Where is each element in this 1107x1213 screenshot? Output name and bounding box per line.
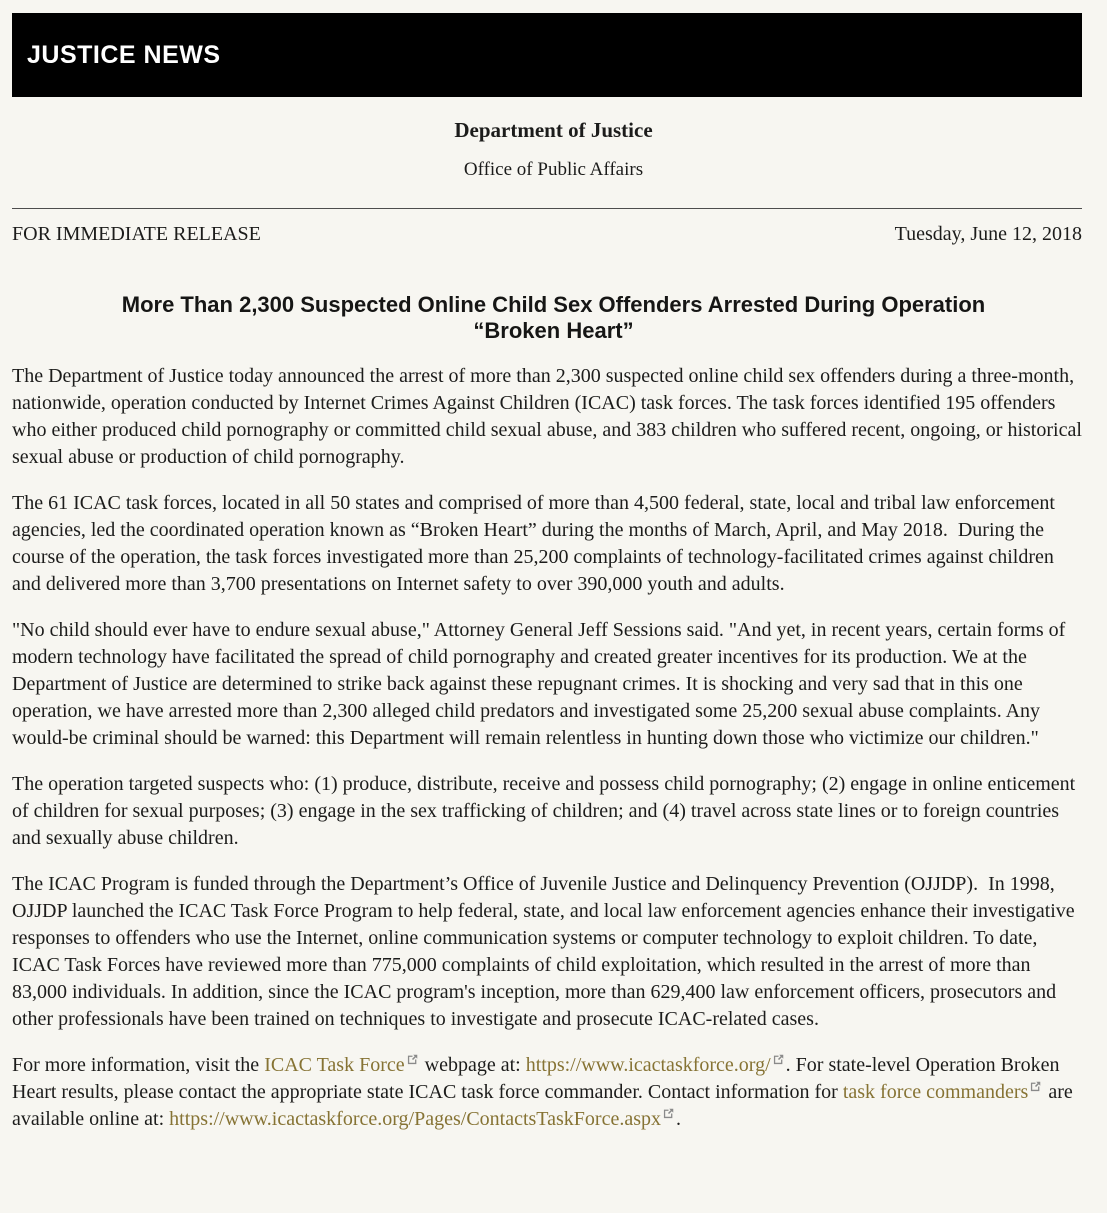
masthead bbox=[0, 118, 1107, 181]
task-force-commanders-link[interactable]: task force commanders bbox=[842, 1081, 1029, 1103]
paragraph-3: "No child should ever have to endure sexual abuse," Attorney General Jeff Sessions said. "And yet, in recent years, certain forms of modern technology have facilitated the spread of child pornography and created greater incentives for its production. We at the Department of Justice are determined to strike back against these repugnant crimes. It is shocking and very sad that in this one operation, we have arrested more than 2,300 alleged child predators and investigated some 25,200 sexual abuse complaints. Any would-be criminal should be warned: this Department will remain relentless in hunting down those who victimize our children." bbox=[12, 619, 1066, 749]
release-row bbox=[12, 223, 1082, 246]
office-name: Office of Public Affairs bbox=[463, 159, 644, 180]
headline bbox=[30, 292, 1077, 344]
external-link-icon bbox=[663, 1108, 674, 1119]
paragraph-6-text: For more information, visit the bbox=[12, 1054, 265, 1076]
paragraph-4: The operation targeted suspects who: (1) produce, distribute, receive and possess child pornography; (2) engage in online enticement of children for sexual purposes; (3) engage in the sex trafficking of children; and (4) travel across state lines or to foreign countries and sexually abuse children. bbox=[12, 773, 1076, 849]
headline-line-1: More Than 2,300 Suspected Online Child Sex Offenders Arrested During Operation bbox=[121, 292, 986, 317]
justice-news-banner bbox=[12, 13, 1082, 97]
paragraph-6-text: . bbox=[676, 1108, 681, 1130]
paragraph-1: The Department of Justice today announced the arrest of more than 2,300 suspected online child sex offenders during a three-month, nationwide, operation conducted by Internet Crimes Against Children (ICAC) task forces. The task forces identified 195 offenders who either produced child pornography or committed child sexual abuse, and 383 children who suffered recent, ongoing, or historical sexual abuse or production of child pornography. bbox=[12, 365, 1082, 468]
paragraph-6-text: are available online at: bbox=[12, 1081, 1073, 1130]
paragraph-6 bbox=[12, 1052, 1082, 1133]
paragraph-6-text: webpage at: bbox=[419, 1054, 526, 1076]
external-link-icon bbox=[1030, 1081, 1041, 1092]
paragraph-2: The 61 ICAC task forces, located in all 50 states and comprised of more than 4,500 federal, state, local and tribal law enforcement agencies, led the coordinated operation known as “Broken Heart” during the months of March, April, and May 2018. During the course of the operation, the task forces investigated more than 25,200 complaints of technology-facilitated crimes against children and delivered more than 3,700 presentations on Internet safety to over 390,000 youth and adults. bbox=[12, 492, 1055, 595]
department-name: Department of Justice bbox=[454, 118, 653, 142]
press-release-page bbox=[0, 13, 1107, 1213]
contacts-task-force-url-link[interactable]: https://www.icactaskforce.org/Pages/ContactsTaskForce.aspx bbox=[169, 1108, 661, 1130]
article-body bbox=[12, 363, 1082, 1133]
external-link-icon bbox=[773, 1054, 784, 1065]
banner-title: JUSTICE NEWS bbox=[27, 40, 221, 69]
paragraph-6-text: . For state-level Operation Broken Heart results, please contact the appropriate state ICAC task force commander. Contact information for bbox=[12, 1054, 1060, 1103]
icactaskforce-url-link[interactable]: https://www.icactaskforce.org/ bbox=[525, 1054, 771, 1076]
external-link-icon bbox=[407, 1054, 418, 1065]
header-divider bbox=[12, 208, 1082, 209]
release-label: FOR IMMEDIATE RELEASE bbox=[12, 223, 261, 245]
icac-task-force-link[interactable]: ICAC Task Force bbox=[264, 1054, 405, 1076]
release-date: Tuesday, June 12, 2018 bbox=[894, 223, 1082, 245]
paragraph-5: The ICAC Program is funded through the Department’s Office of Juvenile Justice and Delinquency Prevention (OJJDP). In 1998, OJJDP launched the ICAC Task Force Program to help federal, state, and local law enforcement agencies enhance their investigative responses to offenders who use the Internet, online communication systems or computer technology to exploit children. To date, ICAC Task Forces have reviewed more than 775,000 complaints of child exploitation, which resulted in the arrest of more than 83,000 individuals. In addition, since the ICAC program's inception, more than 629,400 law enforcement officers, prosecutors and other professionals have been trained on techniques to investigate and prosecute ICAC-related cases. bbox=[12, 873, 1075, 1030]
headline-line-2: “Broken Heart” bbox=[473, 318, 634, 343]
